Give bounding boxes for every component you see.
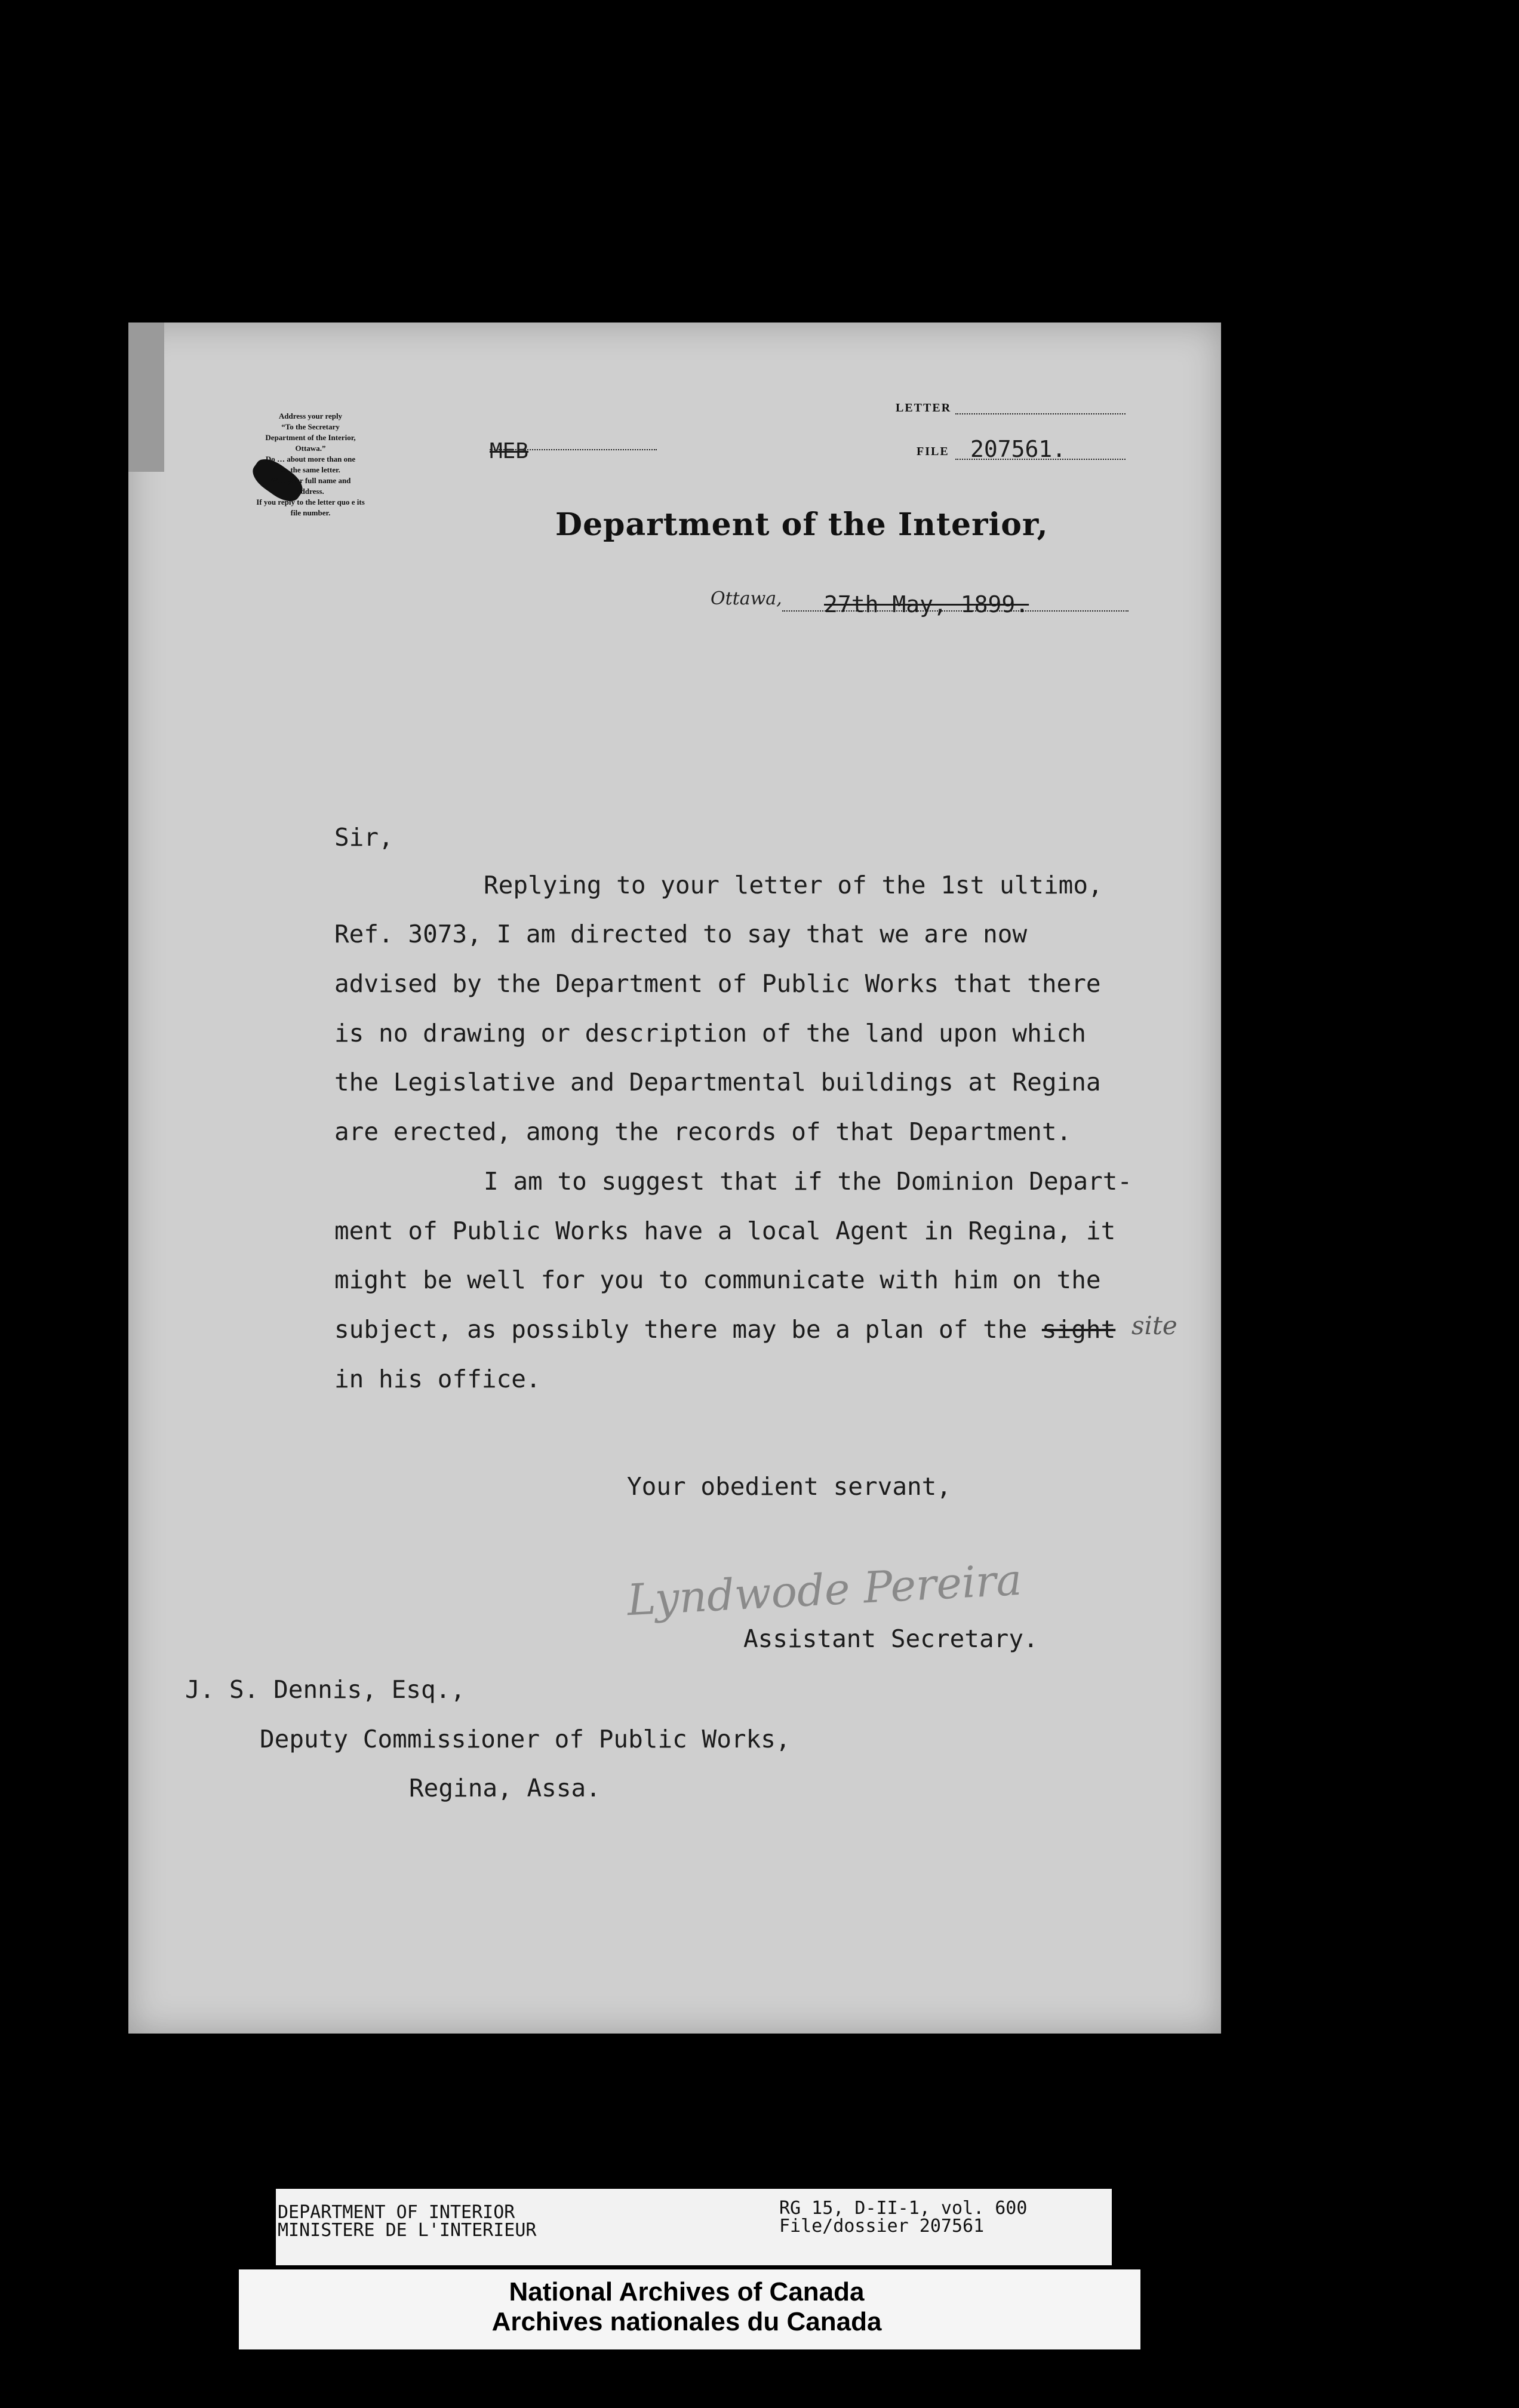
addressee-name: J. S. Dennis, Esq., bbox=[185, 1675, 465, 1704]
notice-line: address. bbox=[297, 487, 324, 496]
letter-label: LETTER bbox=[896, 401, 952, 414]
archive-label-right-1: RG 15, D-II-1, vol. 600 bbox=[779, 2198, 1028, 2219]
body-line-5: the Legislative and Departmental buildings at Regina bbox=[334, 1068, 1101, 1096]
archive-label-left-1: DEPARTMENT OF INTERIOR bbox=[278, 2202, 515, 2223]
body-line-2: Ref. 3073, I am directed to say that we are now bbox=[334, 920, 1028, 948]
dateline-date: 27th May, 1899. bbox=[824, 591, 1029, 618]
archive-banner-line-2: Archives nationales du Canada bbox=[491, 2307, 882, 2336]
ref-code: MEB bbox=[490, 439, 529, 463]
dateline-place: Ottawa, bbox=[711, 588, 782, 609]
body-line-6: are erected, among the records of that Department. bbox=[334, 1117, 1072, 1146]
body-line-1: Replying to your letter of the 1st ultimo, bbox=[484, 871, 1103, 899]
reply-notice bbox=[221, 411, 400, 518]
body-line-10-text: subject, as possibly there may be a plan of the bbox=[334, 1315, 1028, 1344]
body-line-11: in his office. bbox=[334, 1365, 541, 1393]
struck-word: sight bbox=[1041, 1315, 1116, 1344]
body-line-10 bbox=[334, 1315, 1115, 1344]
handwritten-correction: site bbox=[1131, 1311, 1177, 1340]
body-line-9: might be well for you to communicate with him on the bbox=[334, 1266, 1101, 1294]
notice-line: … the same letter. bbox=[281, 465, 340, 474]
signatory-title: Assistant Secretary. bbox=[743, 1624, 1038, 1653]
letterhead: Department of the Interior, bbox=[555, 506, 1048, 543]
archive-label-left-2: MINISTERE DE L'INTERIEUR bbox=[278, 2220, 537, 2241]
notice-line: Ottawa.” bbox=[295, 444, 326, 453]
ref-line bbox=[490, 449, 657, 450]
archive-label-right-2: File/dossier 207561 bbox=[779, 2216, 985, 2237]
archive-banner-line-1: National Archives of Canada bbox=[509, 2277, 865, 2306]
notice-line: file number. bbox=[290, 508, 331, 517]
body-line-4: is no drawing or description of the land upon which bbox=[334, 1019, 1086, 1048]
body-line-8: ment of Public Works have a local Agent in Regina, it bbox=[334, 1217, 1116, 1245]
closing: Your obedient servant, bbox=[627, 1472, 952, 1501]
file-line bbox=[955, 459, 1126, 460]
notice-line: Address your reply bbox=[278, 411, 343, 420]
addressee-title: Deputy Commissioner of Public Works, bbox=[260, 1725, 791, 1753]
date-line bbox=[782, 610, 1129, 612]
paper-fold-shadow bbox=[128, 322, 164, 472]
file-number: 207561. bbox=[970, 436, 1066, 462]
body-line-3: advised by the Department of Public Works that there bbox=[334, 969, 1101, 998]
signature: Lyndwode Pereira bbox=[626, 1554, 1023, 1626]
addressee-place: Regina, Assa. bbox=[409, 1774, 601, 1802]
body-line-7: I am to suggest that if the Dominion Depart- bbox=[484, 1167, 1133, 1196]
file-label: FILE bbox=[917, 445, 949, 458]
letter-line bbox=[955, 413, 1126, 414]
salutation: Sir, bbox=[334, 823, 393, 852]
notice-line: “To the Secretary bbox=[281, 422, 340, 431]
notice-line: W… your full name and bbox=[270, 476, 351, 485]
notice-line: If you reply to the letter quo e its bbox=[256, 497, 365, 506]
notice-line: Do … about more than one bbox=[265, 454, 356, 463]
notice-line: Department of the Interior, bbox=[265, 433, 356, 442]
